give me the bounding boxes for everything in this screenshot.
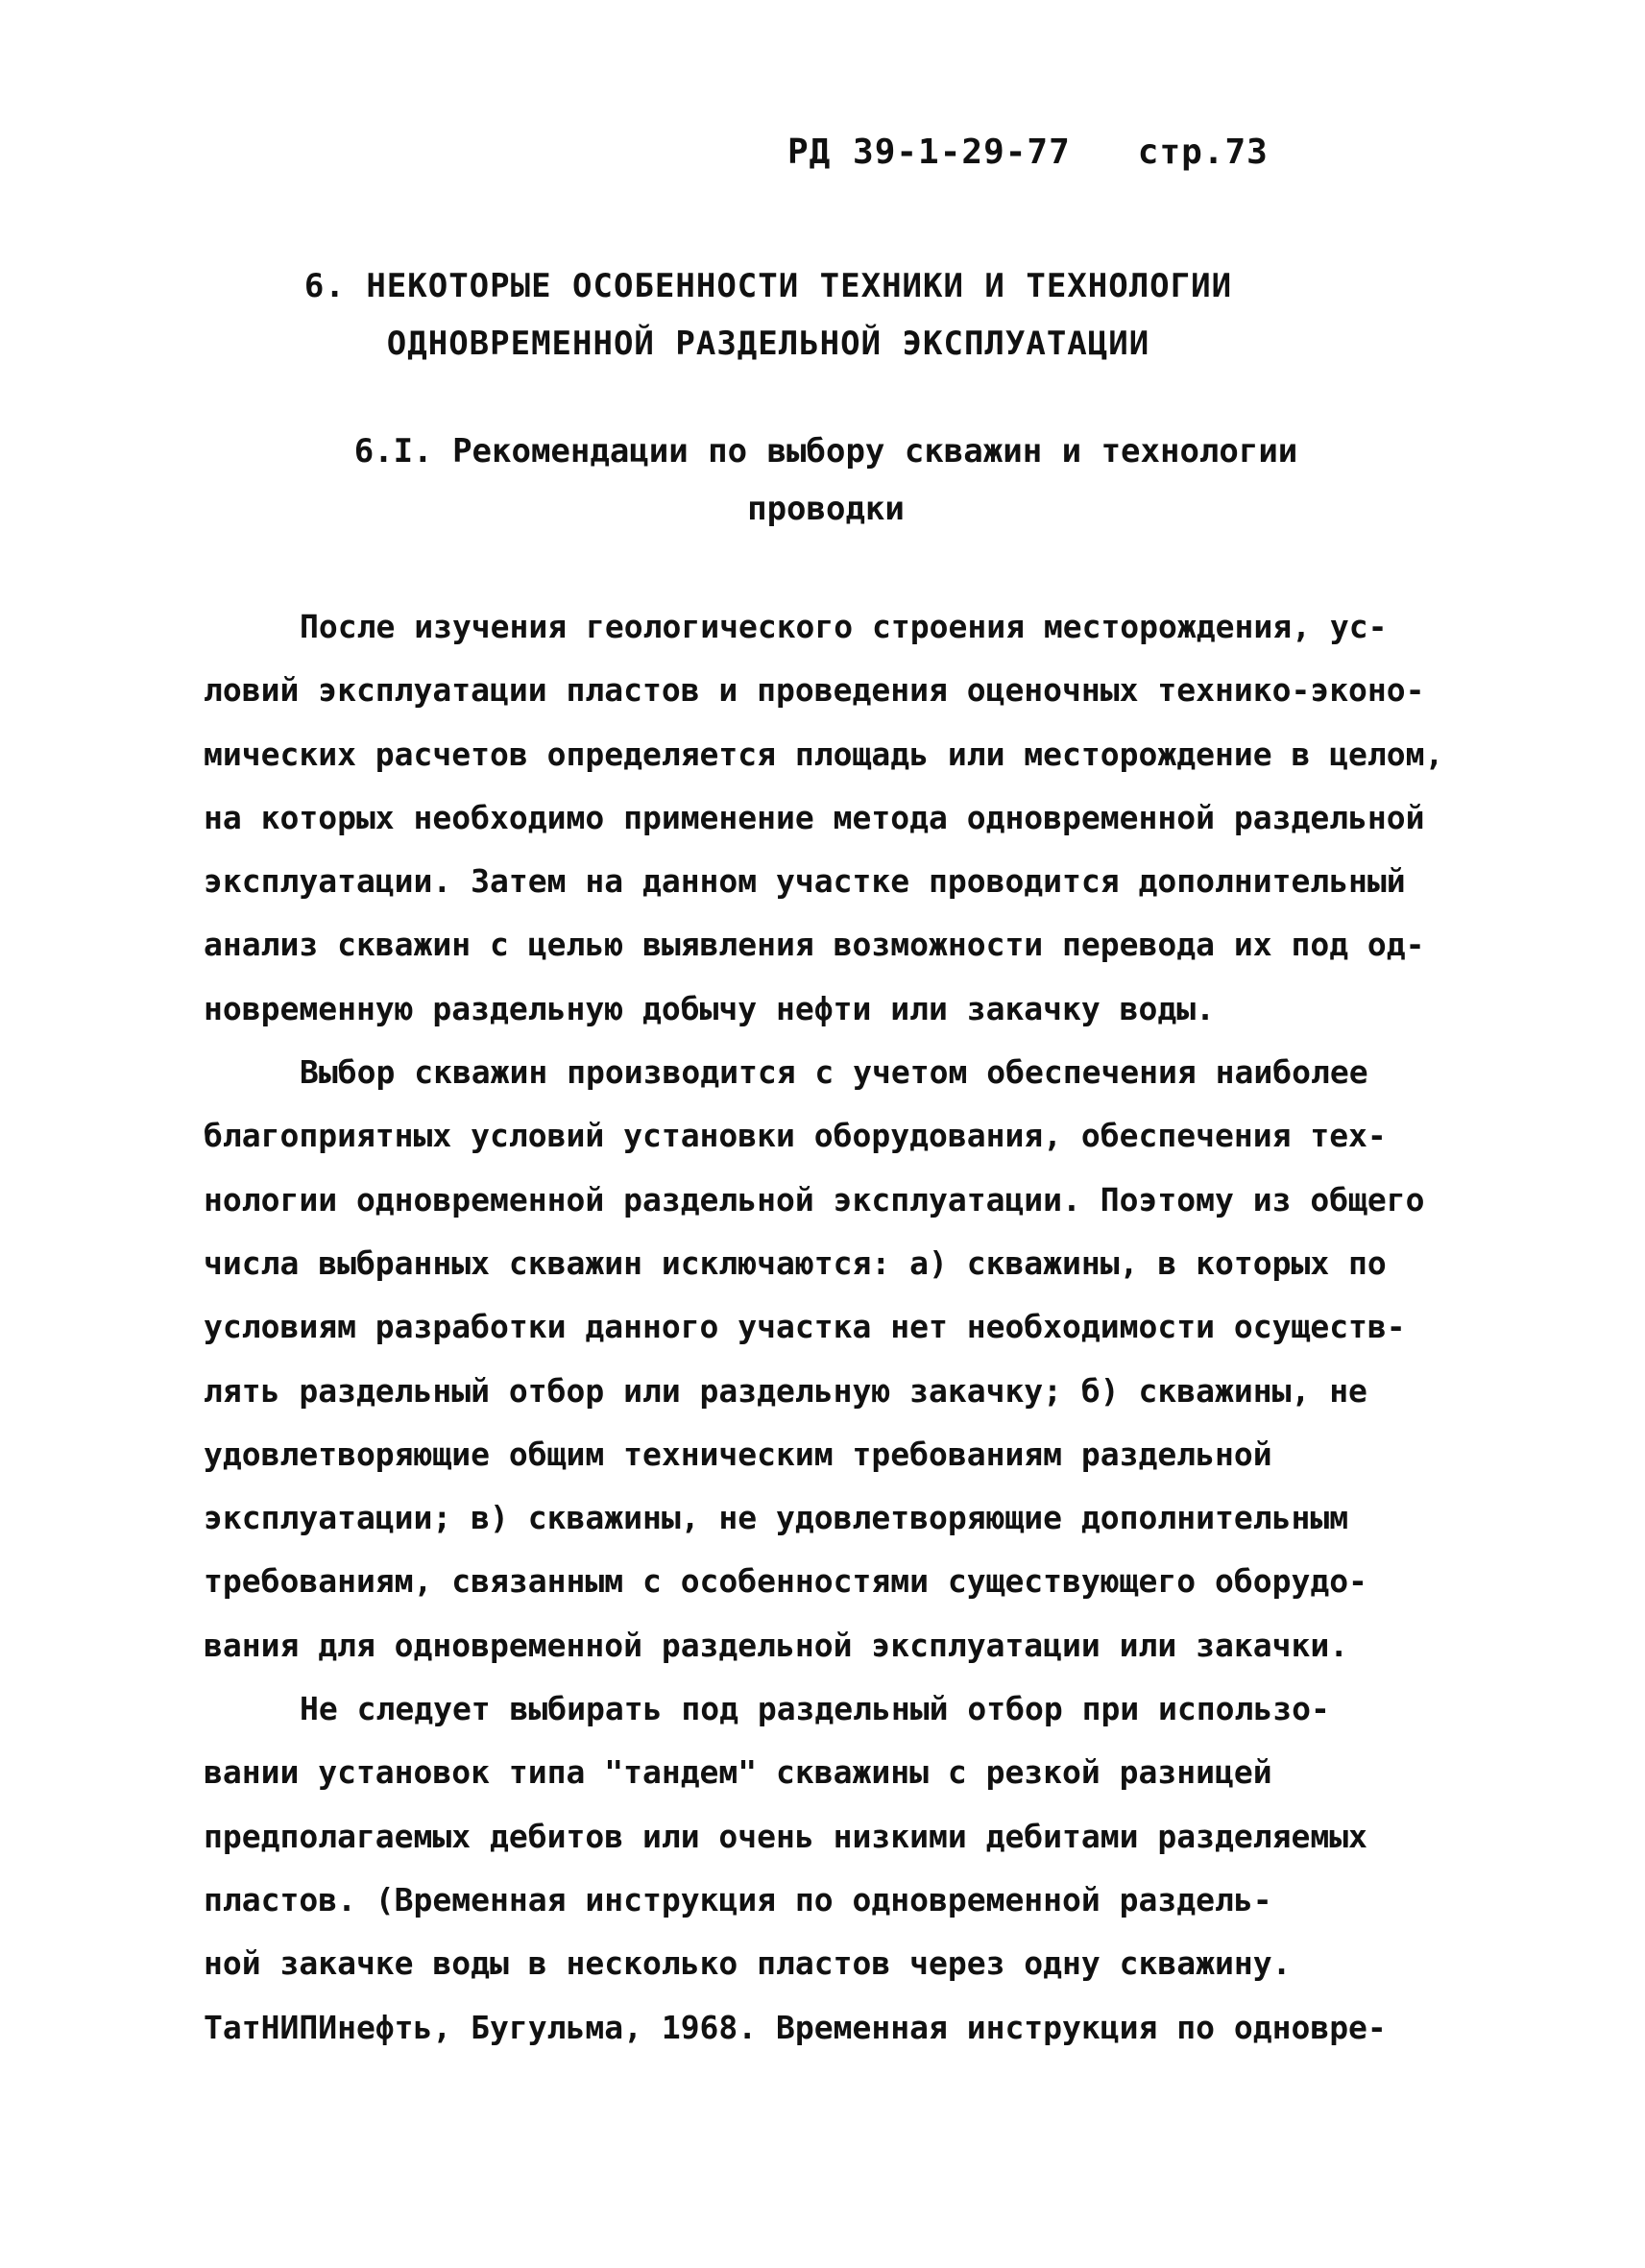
section-title-line: ОДНОВРЕМЕННОЙ РАЗДЕЛЬНОЙ ЭКСПЛУАТАЦИИ <box>386 325 1150 363</box>
subsection-title-line: проводки <box>747 490 905 528</box>
text-line: благоприятных условий установки оборудования, обеспечения тех- <box>204 1117 1387 1155</box>
text-line: анализ скважин с целью выявления возможности перевода их под од- <box>204 926 1425 964</box>
text-line: ловий эксплуатации пластов и проведения оценочных технико-эконо- <box>204 671 1425 710</box>
text-line: пластов. (Временная инструкция по одновременной раздель- <box>204 1880 1272 1918</box>
text-line: требованиям, связанным с особенностями существующего оборудо- <box>204 1562 1367 1601</box>
page-header <box>787 133 1269 172</box>
text-line: нологии одновременной раздельной эксплуатации. Поэтому из общего <box>204 1180 1425 1218</box>
text-line: на которых необходимо применение метода одновременной раздельной <box>204 798 1425 836</box>
text-line: ТатНИПИнефть, Бугульма, 1968. Временная инструкция по одновре- <box>204 2008 1387 2046</box>
text-line: условиям разработки данного участка нет необходимости осуществ- <box>204 1308 1406 1346</box>
text-line: лять раздельный отбор или раздельную закачку; б) скважины, не <box>204 1371 1367 1410</box>
page-number: стр.73 <box>1137 133 1269 172</box>
text-line: Не следует выбирать под раздельный отбор при использо- <box>300 1690 1330 1728</box>
text-line: новременную раздельную добычу нефти или закачку воды. <box>204 989 1215 1027</box>
body-text <box>204 595 1462 2060</box>
document-code: РД 39-1-29-77 <box>787 133 1071 172</box>
subsection-title-line: 6.I. Рекомендации по выбору скважин и технологии <box>353 432 1298 470</box>
section-title-line: 6. НЕКОТОРЫЕ ОСОБЕННОСТИ ТЕХНИКИ И ТЕХНОЛОГИИ <box>303 267 1233 305</box>
text-line: После изучения геологического строения месторождения, ус- <box>300 608 1388 645</box>
text-line: мических расчетов определяется площадь или месторождение в целом, <box>204 735 1444 773</box>
text-line: вании установок типа "тандем" скважины с резкой разницей <box>204 1753 1272 1792</box>
text-line: предполагаемых дебитов или очень низкими дебитами разделяемых <box>204 1817 1367 1855</box>
text-line: вания для одновременной раздельной эксплуатации или закачки. <box>204 1626 1349 1664</box>
subsection-title <box>346 422 1306 538</box>
text-line: удовлетворяющие общим техническим требованиям раздельной <box>204 1435 1272 1473</box>
section-title <box>288 257 1248 373</box>
text-line: числа выбранных скважин исключаются: а) скважины, в которых по <box>204 1243 1387 1282</box>
text-line: Выбор скважин производится с учетом обеспечения наиболее <box>300 1053 1368 1092</box>
text-line: эксплуатации; в) скважины, не удовлетворяющие дополнительным <box>204 1499 1349 1537</box>
text-line: ной закачке воды в несколько пластов через одну скважину. <box>204 1944 1292 1983</box>
text-line: эксплуатации. Затем на данном участке проводится дополнительный <box>204 862 1406 901</box>
